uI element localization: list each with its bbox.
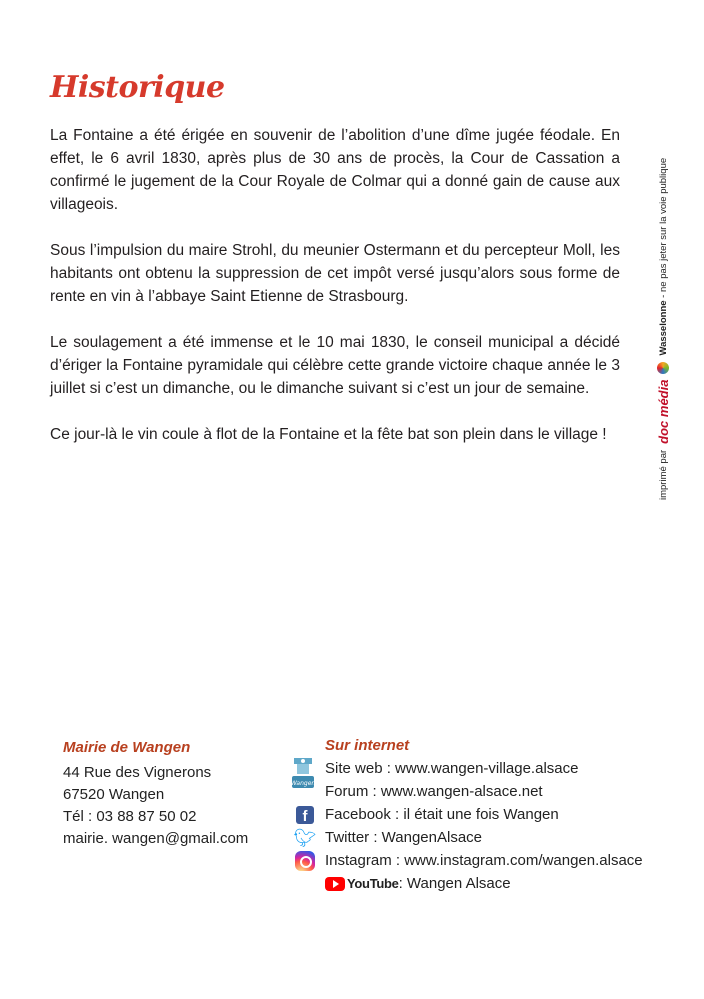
internet-heading: Sur internet: [325, 737, 410, 754]
youtube-wordmark: YouTube: [347, 876, 399, 891]
contact-block: [63, 737, 248, 850]
contact-address: 44 Rue des Vignerons: [63, 764, 212, 781]
forum-link[interactable]: [325, 780, 643, 803]
paragraph-4: Ce jour-là le vin coule à flot de la Fontaine et la fête bat son plein dans le village !: [50, 426, 607, 443]
instagram-text: Instagram : www.instagram.com/wangen.alsace: [325, 852, 643, 869]
paragraph-3: Le soulagement a été immense et le 10 mai 1830, le conseil municipal a décidé d’ériger la Fontaine pyramidale qui célèbre cette grande victoire chaque année le 3 juillet si c’est un dimanche, ou le dimanche suivant si c’est un jour de semaine.: [50, 334, 620, 397]
history-text: [50, 124, 620, 469]
printed-by-label: imprimé par: [657, 449, 669, 500]
wangen-logo-icon: [291, 756, 315, 790]
forum-text: Forum : www.wangen-alsace.net: [325, 783, 543, 800]
contact-email[interactable]: mairie. wangen@gmail.com: [63, 830, 249, 847]
youtube-text: : Wangen Alsace: [398, 875, 511, 892]
printer-notice: [650, 130, 676, 500]
page-title: Historique: [50, 70, 225, 105]
facebook-icon: f: [296, 806, 314, 824]
contact-phone: Tél : 03 88 87 50 02: [63, 808, 197, 825]
recycling-notice: - ne pas jeter sur la voie publique: [657, 157, 669, 301]
printer-city: Wasselonne: [657, 300, 669, 356]
site-link[interactable]: [325, 757, 643, 780]
internet-block: [291, 737, 643, 895]
instagram-icon: [295, 851, 315, 871]
contact-heading: Mairie de Wangen: [63, 739, 191, 756]
paragraph-1: La Fontaine a été érigée en souvenir de l’abolition d’une dîme jugée féodale. En effet, le 6 avril 1830, après plus de 30 ans de procès, la Cour de Cassation a confirmé le jugement de la Cour Royale de Colmar qui a donné gain de cause aux villageois.: [50, 127, 620, 213]
instagram-link[interactable]: [325, 849, 643, 872]
facebook-text: Facebook : il était une fois Wangen: [325, 806, 559, 823]
youtube-icon: [325, 877, 345, 891]
printer-logo: doc média: [655, 379, 671, 444]
paragraph-2: Sous l’impulsion du maire Strohl, du meunier Ostermann et du percepteur Moll, les habitants ont obtenu la suppression de cet impôt versé jusqu’alors sous forme de rente en vin à l’abbaye Saint Etienne de Strasbourg.: [50, 242, 620, 305]
twitter-text: Twitter : WangenAlsace: [325, 829, 483, 846]
contact-postal: 67520 Wangen: [63, 786, 165, 803]
facebook-link[interactable]: [302, 803, 643, 826]
wangen-logo-text: Wangen: [291, 780, 315, 787]
twitter-icon: 🐦︎: [293, 827, 317, 848]
twitter-link[interactable]: [293, 826, 643, 849]
site-text: Site web : www.wangen-village.alsace: [325, 760, 579, 777]
printer-logo-icon: [657, 362, 669, 374]
youtube-link[interactable]: [291, 872, 643, 895]
